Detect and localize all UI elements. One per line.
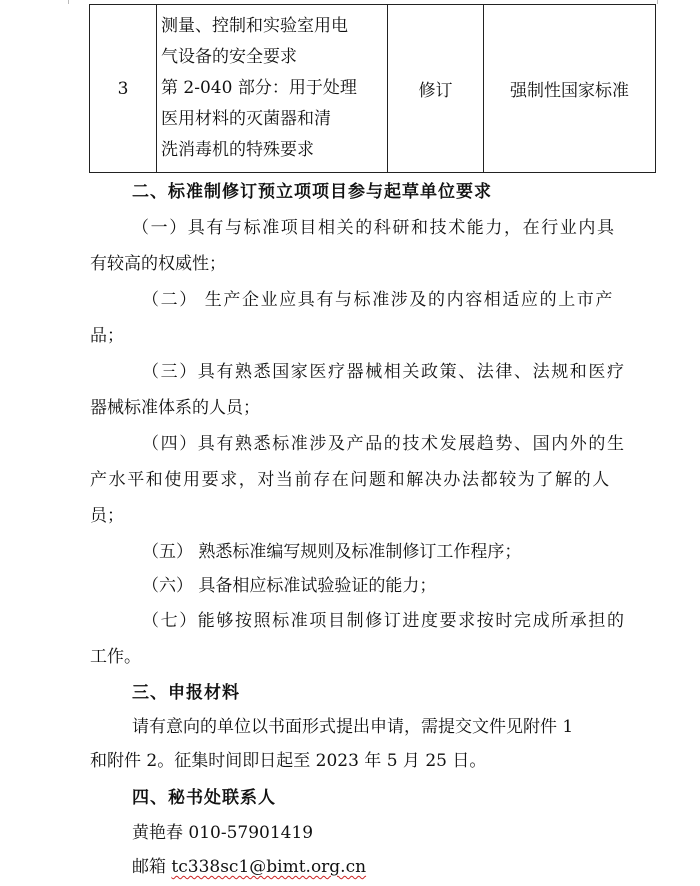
email-address: tc338sc1@bimt.org.cn — [171, 857, 367, 877]
standard-name-line: 测量、控制和实验室用电 — [161, 16, 348, 36]
row-number: 3 — [90, 5, 157, 173]
requirement-line: 器械标准体系的人员； — [90, 398, 260, 418]
requirement-line: （七）能够按照标准项目制修订进度要求按时完成所承担的 — [142, 611, 626, 631]
contact-name: 黄艳春 — [132, 823, 183, 843]
requirement-line: 员； — [90, 506, 124, 526]
contact-person — [132, 822, 313, 844]
requirement-line: （一）具有与标准项目相关的科研和技术能力，在行业内具 — [132, 218, 616, 238]
requirement-line: （五） 熟悉标准编写规则及标准制修订工作程序； — [142, 542, 522, 562]
requirement-line: 产水平和使用要求，对当前存在问题和解决办法都较为了解的人 — [90, 470, 611, 490]
section2-heading: 二、标准制修订预立项项目参与起草单位要求 — [132, 182, 492, 202]
section4-heading: 四、秘书处联系人 — [132, 788, 276, 808]
requirement-line: （六） 具备相应标准试验验证的能力； — [142, 576, 437, 596]
standard-name-line: 医用材料的灭菌器和清 — [161, 109, 331, 129]
standard-name-line: 气设备的安全要求 — [161, 47, 297, 67]
revision-type: 修订 — [388, 5, 484, 173]
email-label: 邮箱 — [132, 857, 166, 877]
section3-heading: 三、申报材料 — [132, 683, 240, 703]
table-row — [90, 5, 656, 173]
requirement-line: （二） 生产企业应具有与标准涉及的内容相适应的上市产 — [142, 290, 615, 310]
application-line: 和附件 2。征集时间即日起至 2023 年 5 月 25 日。 — [90, 751, 487, 771]
standards-table — [89, 4, 656, 173]
requirement-line: 工作。 — [90, 647, 141, 667]
standard-name-line: 第 2-040 部分：用于处理 — [161, 78, 357, 98]
requirement-line: （四）具有熟悉标准涉及产品的技术发展趋势、国内外的生 — [142, 434, 626, 454]
requirement-line: 品； — [90, 326, 124, 346]
contact-phone: 010-57901419 — [188, 823, 314, 843]
contact-email-row — [132, 856, 366, 878]
application-line: 请有意向的单位以书面形式提出申请，需提交文件见附件 1 — [132, 717, 574, 737]
requirement-line: 有较高的权威性； — [90, 254, 226, 274]
standard-name-line: 洗消毒机的特殊要求 — [161, 140, 314, 160]
standard-name-cell — [157, 5, 388, 173]
requirement-line: （三）具有熟悉国家医疗器械相关政策、法律、法规和医疗 — [142, 362, 626, 382]
standard-category: 强制性国家标准 — [484, 5, 656, 173]
